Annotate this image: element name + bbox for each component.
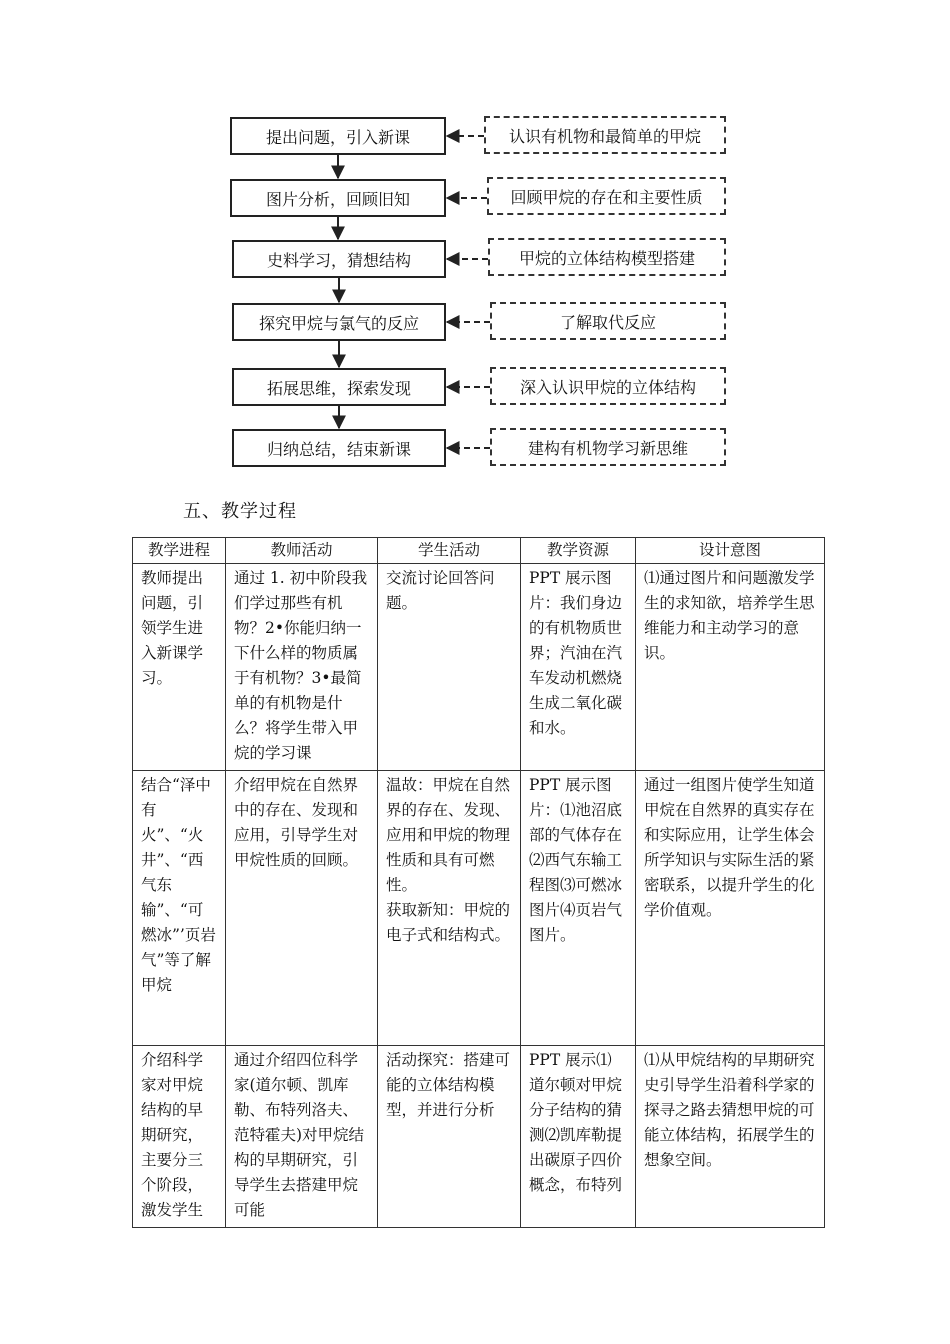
cell-student-activity: 活动探究：搭建可能的立体结构模型，并进行分析 bbox=[378, 1046, 521, 1228]
flow-note-box: 认识有机物和最简单的甲烷 bbox=[484, 116, 726, 154]
flow-note-box: 深入认识甲烷的立体结构 bbox=[490, 367, 726, 405]
cell-design-intent: 通过一组图片使学生知道甲烷在自然界的真实存在和实际应用，让学生体会所学知识与实际生活的紧密联系，以提升学生的化学价值观。 bbox=[636, 771, 825, 1046]
flow-step-box: 图片分析，回顾旧知 bbox=[230, 179, 446, 217]
cell-teacher-activity: 通过 1. 初中阶段我们学过那些有机物？2•你能归纳一下什么样的物质属于有机物？3•最简单的有机物是什么？将学生带入甲烷的学习课 bbox=[226, 564, 378, 771]
header-cell: 学生活动 bbox=[378, 538, 521, 564]
cell-teacher-activity: 通过介绍四位科学家(道尔顿、凯库勒、布特列洛夫、范特霍夫)对甲烷结构的早期研究，引导学生去搭建甲烷可能 bbox=[226, 1046, 378, 1228]
flow-note-box: 回顾甲烷的存在和主要性质 bbox=[487, 177, 726, 215]
flow-step-box: 提出问题，引入新课 bbox=[230, 117, 446, 155]
table-header-row bbox=[133, 538, 825, 564]
teaching-process-table bbox=[132, 537, 825, 1228]
header-cell: 教学进程 bbox=[133, 538, 226, 564]
header-cell: 教学资源 bbox=[521, 538, 636, 564]
cell-resource: PPT 展示图片：⑴池沼底部的气体存在⑵西气东输工程图⑶可燃冰图片⑷页岩气图片。 bbox=[521, 771, 636, 1046]
cell-process: 结合“泽中有火”、“火井”、“西气东输”、“可燃冰”’页岩气”等了解甲烷 bbox=[133, 771, 226, 1046]
flow-note-box: 了解取代反应 bbox=[490, 302, 726, 340]
cell-design-intent: ⑴通过图片和问题激发学生的求知欲，培养学生思维能力和主动学习的意识。 bbox=[636, 564, 825, 771]
cell-resource: PPT 展示图片：我们身边的有机物质世界；汽油在汽车发动机燃烧生成二氧化碳和水。 bbox=[521, 564, 636, 771]
section-title: 五、教学过程 bbox=[183, 501, 297, 522]
flow-step-box: 归纳总结，结束新课 bbox=[232, 429, 446, 467]
cell-resource: PPT 展示⑴道尔顿对甲烷分子结构的猜测⑵凯库勒提出碳原子四价概念，布特列 bbox=[521, 1046, 636, 1228]
flow-step-box: 拓展思维，探索发现 bbox=[232, 368, 446, 406]
cell-process: 介绍科学家对甲烷结构的早期研究，主要分三个阶段，激发学生 bbox=[133, 1046, 226, 1228]
table-row bbox=[133, 564, 825, 771]
flowchart-connectors bbox=[0, 0, 950, 480]
cell-student-activity bbox=[378, 771, 521, 1046]
new-knowledge-text: 获取新知：甲烷的电子式和结构式。 bbox=[386, 901, 511, 944]
flow-step-box: 史料学习，猜想结构 bbox=[232, 240, 446, 278]
flow-step-box: 探究甲烷与氯气的反应 bbox=[232, 303, 446, 341]
header-cell: 设计意图 bbox=[636, 538, 825, 564]
table-row bbox=[133, 771, 825, 1046]
cell-process: 教师提出问题，引领学生进入新课学习。 bbox=[133, 564, 226, 771]
cell-student-activity: 交流讨论回答问题。 bbox=[378, 564, 521, 771]
cell-teacher-activity: 介绍甲烷在自然界中的存在、发现和应用，引导学生对甲烷性质的回顾。 bbox=[226, 771, 378, 1046]
teaching-flowchart bbox=[0, 0, 950, 480]
flow-note-box: 甲烷的立体结构模型搭建 bbox=[488, 238, 726, 276]
cell-design-intent: ⑴从甲烷结构的早期研究史引导学生沿着科学家的探寻之路去猜想甲烷的可能立体结构，拓展学生的想象空间。 bbox=[636, 1046, 825, 1228]
table-row bbox=[133, 1046, 825, 1228]
review-text: 温故：甲烷在自然界的存在、发现、应用和甲烷的物理性质和具有可燃性。 bbox=[386, 776, 511, 894]
header-cell: 教师活动 bbox=[226, 538, 378, 564]
flow-note-box: 建构有机物学习新思维 bbox=[490, 428, 726, 466]
